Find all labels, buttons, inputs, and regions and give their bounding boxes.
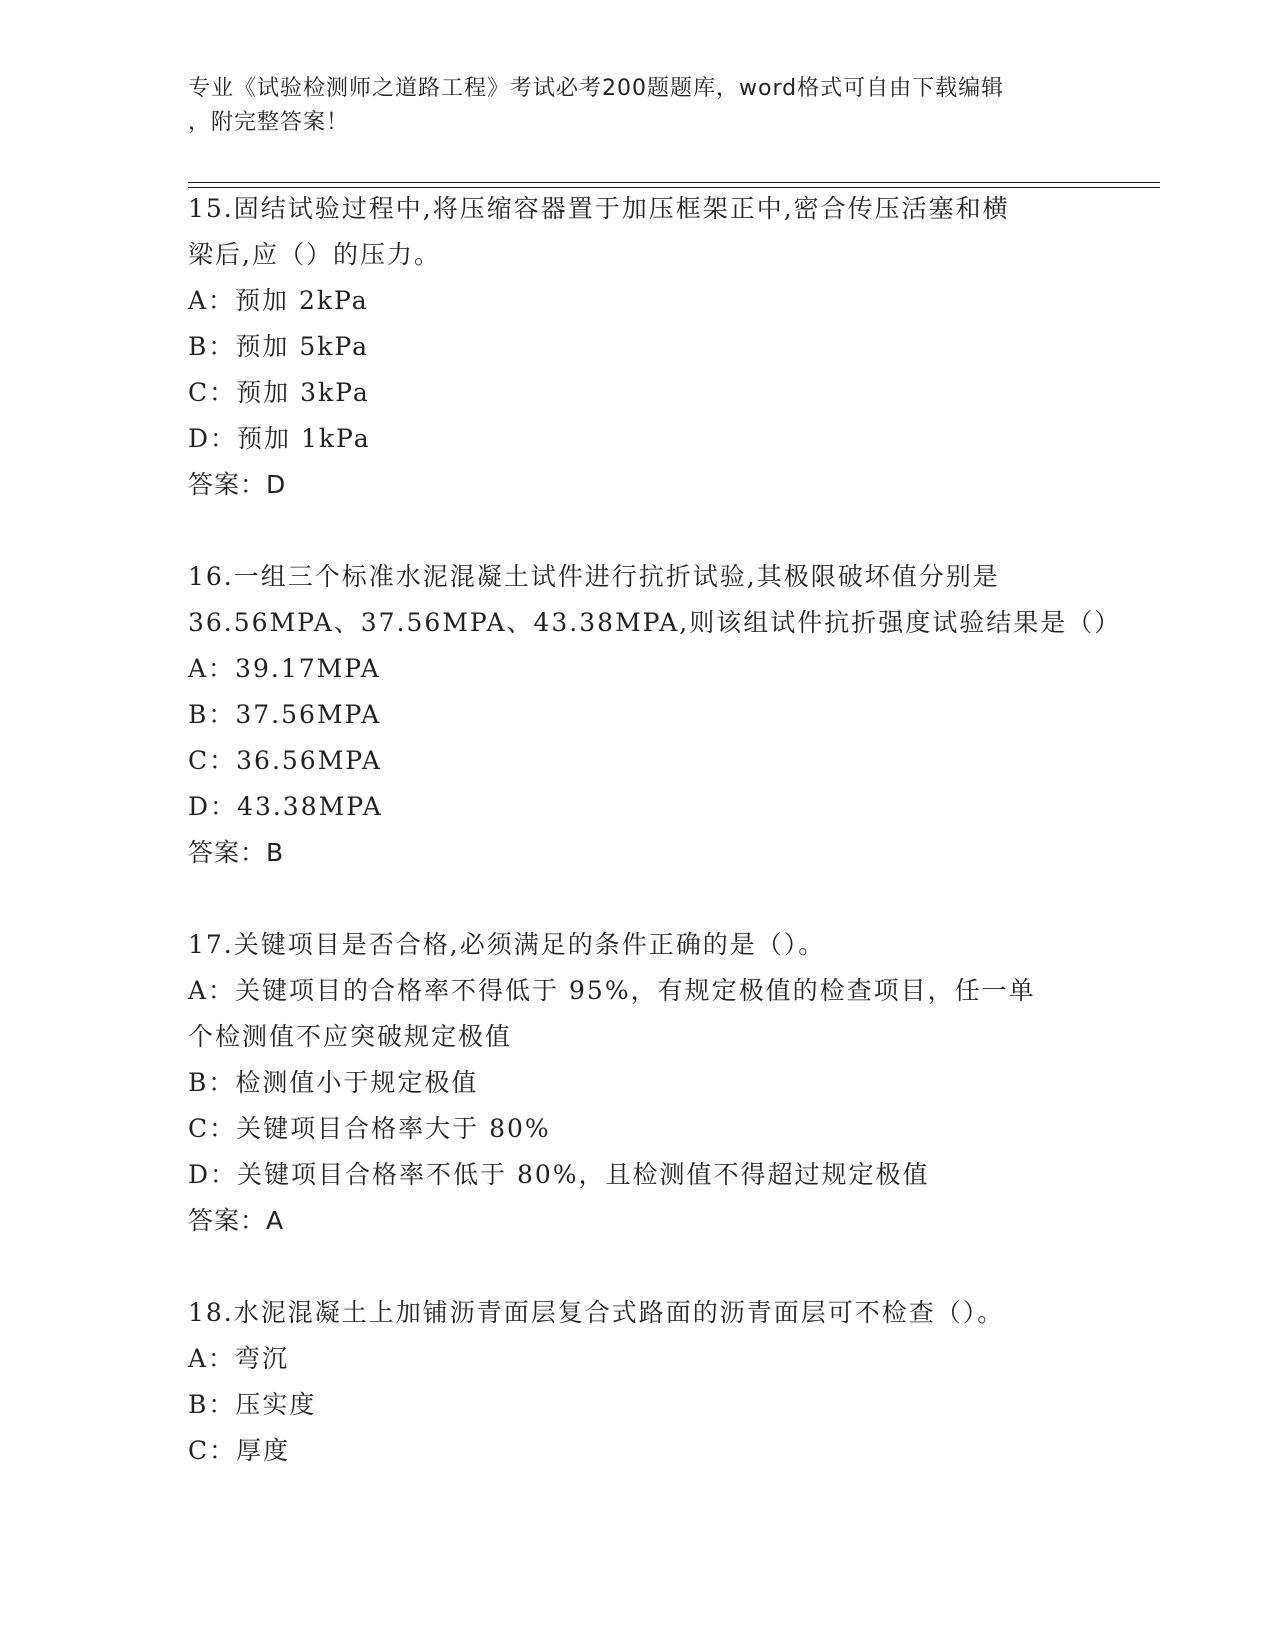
answer-line: 答案：A — [188, 1206, 285, 1235]
option-a-continued: 个检测值不应突破规定极值 — [188, 1022, 513, 1051]
option-a: A：39.17MPA — [188, 654, 381, 683]
question-stem: 36.56MPA、37.56MPA、43.38MPA,则该组试件抗折强度试验结果是（） — [188, 608, 1122, 637]
option-b: B：压实度 — [188, 1390, 317, 1419]
option-b: B：37.56MPA — [188, 700, 382, 729]
question-stem: 15.固结试验过程中,将压缩容器置于加压框架正中,密合传压活塞和横 — [188, 194, 1010, 223]
option-b: B：预加 5kPa — [188, 332, 369, 361]
option-c: C：关键项目合格率大于 80% — [188, 1114, 551, 1143]
option-a: A：预加 2kPa — [188, 286, 369, 315]
document-header — [188, 72, 1068, 140]
option-d: D：43.38MPA — [188, 792, 383, 821]
question-stem: 17.关键项目是否合格,必须满足的条件正确的是（）。 — [188, 930, 826, 959]
header-line-1: 专业《试验检测师之道路工程》考试必考200题题库，word格式可自由下载编辑 — [188, 76, 1005, 101]
question-block — [188, 186, 1088, 508]
question-stem: 18.水泥混凝土上加铺沥青面层复合式路面的沥青面层可不检查（）。 — [188, 1298, 1005, 1327]
option-a: A：弯沉 — [188, 1344, 290, 1373]
question-block — [188, 922, 1088, 1244]
question-stem: 16.一组三个标准水泥混凝土试件进行抗折试验,其极限破坏值分别是 — [188, 562, 1000, 591]
question-list — [188, 186, 1122, 1474]
answer-line: 答案：B — [188, 838, 285, 867]
header-line-2: ，附完整答案！ — [188, 110, 350, 135]
option-c: C：预加 3kPa — [188, 378, 370, 407]
question-block — [188, 554, 1122, 876]
option-d: D：关键项目合格率不低于 80%，且检测值不得超过规定极值 — [188, 1160, 930, 1189]
option-a: A：关键项目的合格率不得低于 95%，有规定极值的检查项目，任一单 — [188, 976, 1036, 1005]
option-c: C：厚度 — [188, 1436, 291, 1465]
option-c: C：36.56MPA — [188, 746, 382, 775]
question-stem: 梁后,应（）的压力。 — [188, 240, 441, 269]
option-b: B：检测值小于规定极值 — [188, 1068, 479, 1097]
answer-line: 答案：D — [188, 470, 287, 499]
option-d: D：预加 1kPa — [188, 424, 371, 453]
question-block — [188, 1290, 1088, 1474]
header-divider-top — [188, 182, 1160, 183]
